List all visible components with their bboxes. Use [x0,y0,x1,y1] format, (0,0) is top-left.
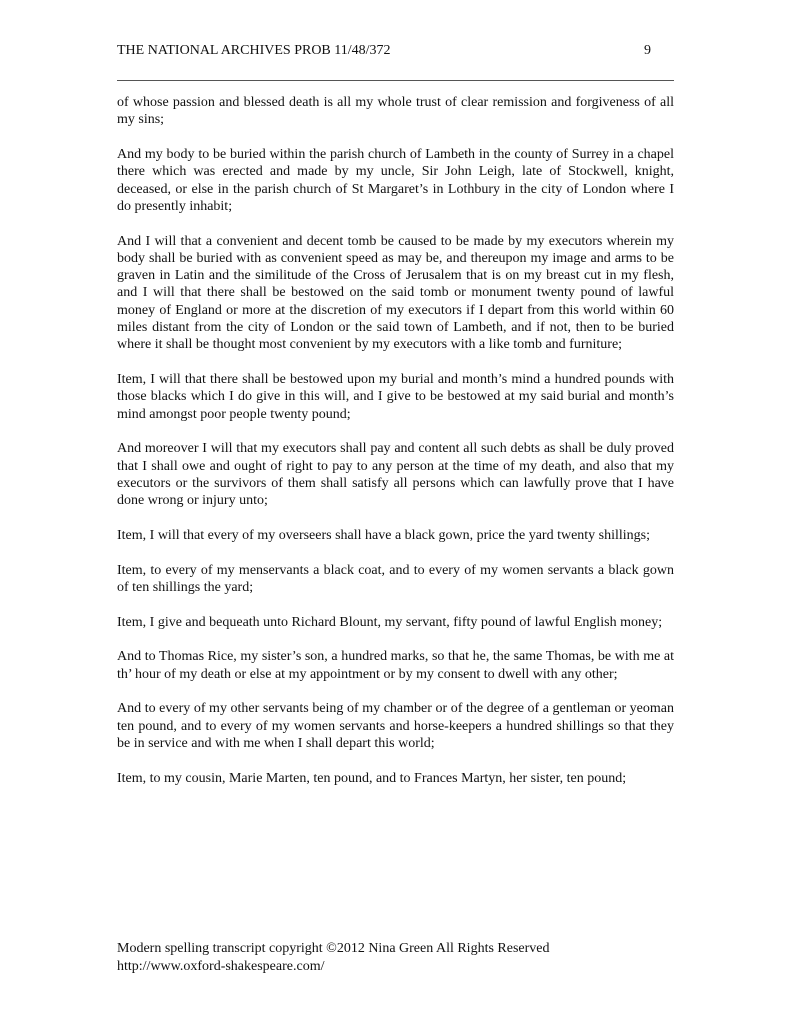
page-footer [117,940,674,975]
paragraph: Item, I will that every of my overseers shall have a black gown, price the yard twenty shillings; [117,527,651,543]
page-header [117,43,674,59]
paragraph: And moreover I will that my executors shall pay and content all such debts as shall be duly proved that I shall owe and ought of right to pay to any person at the time of my death, and also that my executors or the survivors of them shall satisfy all persons which can lawfully prove that I have done wrong or injury unto; [117,441,674,509]
paragraph: Item, I give and bequeath unto Richard Blount, my servant, fifty pound of lawful English money; [117,614,663,630]
paragraph: And my body to be buried within the parish church of Lambeth in the county of Surrey in a chapel there which was erected and made by my uncle, Sir John Leigh, late of Stockwell, knight, deceased, or else in the parish church of St Margaret’s in Lothbury in the city of London where I do presently inhabit; [117,146,674,214]
header-title: THE NATIONAL ARCHIVES PROB 11/48/372 [117,43,391,58]
copyright-notice: Modern spelling transcript copyright ©2012 Nina Green All Rights Reserved [117,941,550,956]
paragraph: And I will that a convenient and decent tomb be caused to be made by my executors wherein my body shall be buried with as convenient speed as may be, and thereupon my image and arms to be graven in Latin and the similitude of the Cross of Jerusalem that is on my breast cut in my flesh, and I will that there shall be bestowed on the said tomb or monument twenty pound of lawful money of England or more at the discretion of my executors if I depart from this world within 60 miles distant from the city of London or the said town of Lambeth, and if not, then to be buried where it shall be thought most convenient by my executors with a like tomb and furniture; [117,233,674,353]
footer-url: http://www.oxford-shakespeare.com/ [117,958,325,974]
header-rule [117,80,674,81]
paragraph: And to Thomas Rice, my sister’s son, a hundred marks, so that he, the same Thomas, be with me at th’ hour of my death or else at my appointment or by my consent to dwell with any other; [117,649,674,682]
paragraph: Item, to my cousin, Marie Marten, ten pound, and to Frances Martyn, her sister, ten pound; [117,770,627,786]
document-body [117,94,674,804]
paragraph: And to every of my other servants being of my chamber or of the degree of a gentleman or yeoman ten pound, and to every of my women servants and horse-keepers a hundred shillings so that they be in service and with me when I shall depart this world; [117,701,674,751]
page-number: 9 [644,43,651,58]
paragraph: Item, to every of my menservants a black coat, and to every of my women servants a black gown of ten shillings the yard; [117,562,674,595]
paragraph: Item, I will that there shall be bestowed upon my burial and month’s mind a hundred pounds with those blacks which I do give in this will, and I give to be bestowed at my said burial and month’s mind amongst poor people twenty pound; [117,372,674,422]
paragraph: of whose passion and blessed death is all my whole trust of clear remission and forgiveness of all my sins; [117,95,674,128]
